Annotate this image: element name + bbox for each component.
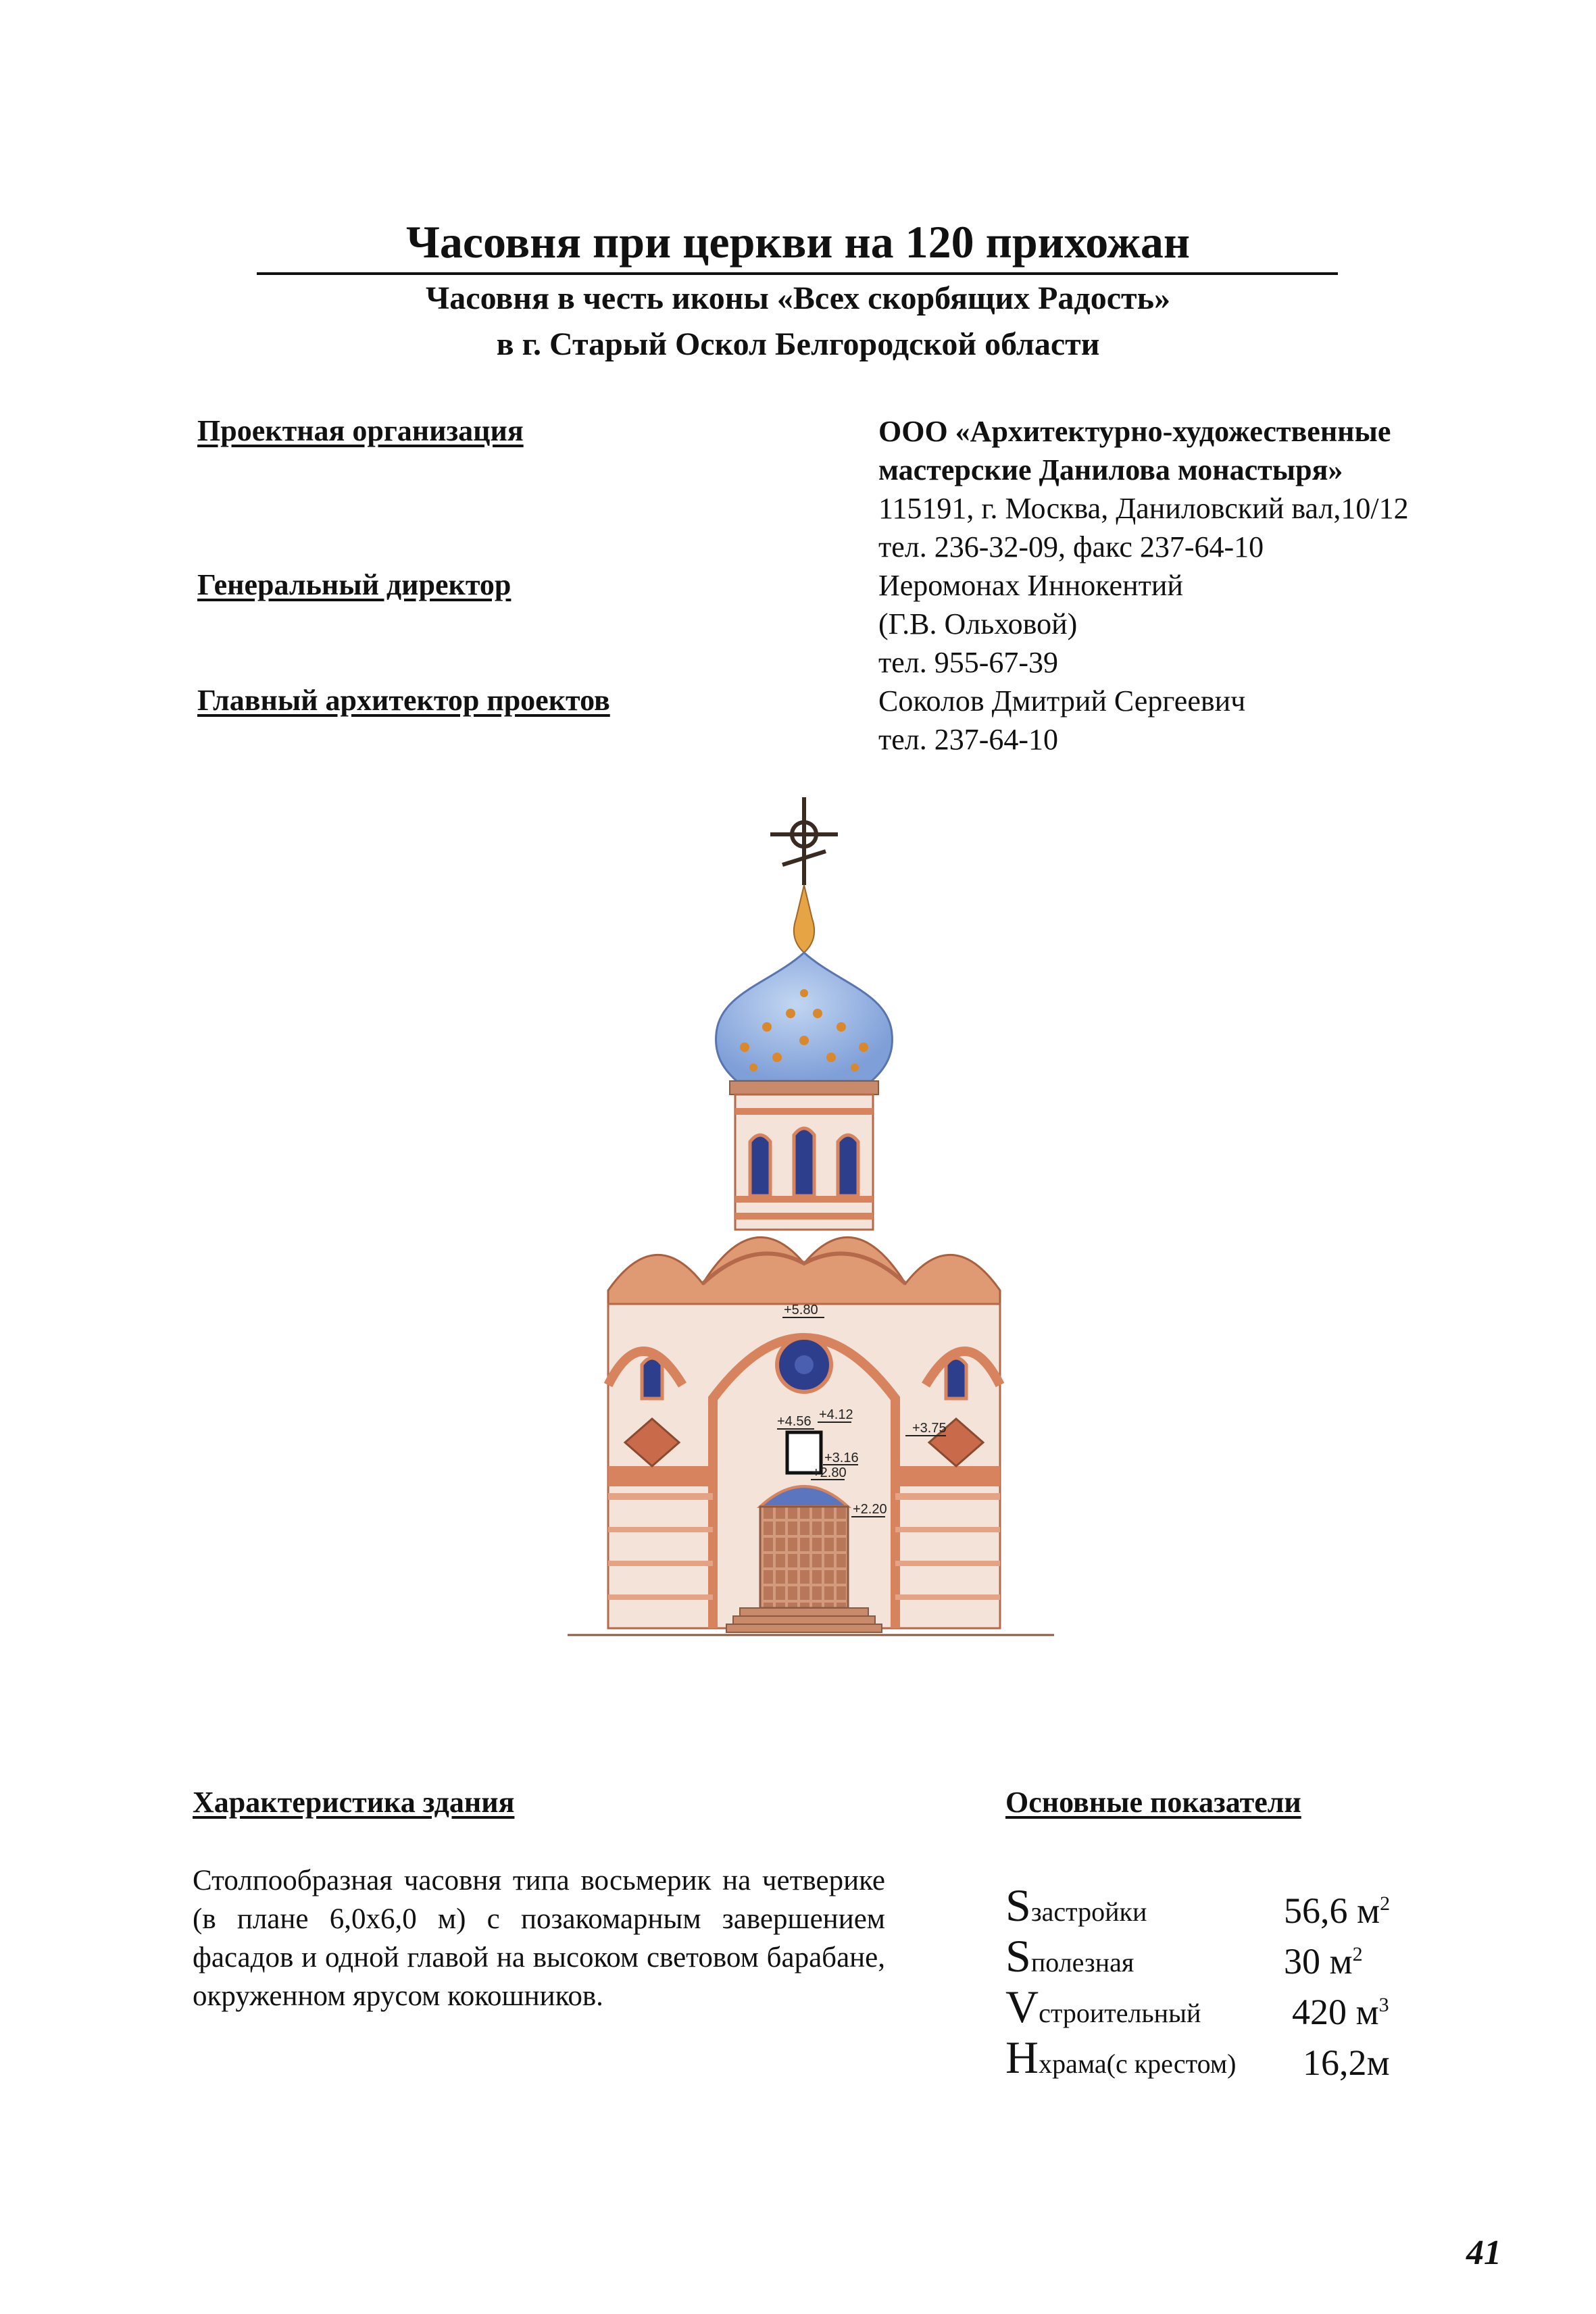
architect-phone: тел. 237-64-10 xyxy=(878,723,1059,756)
page-number: 41 xyxy=(1466,2234,1501,2272)
director-phone: тел. 955-67-39 xyxy=(878,646,1059,679)
elev-mark-316: +3.16 xyxy=(824,1451,859,1465)
indicator-sub: застройки xyxy=(1030,1896,1147,1927)
kokoshnik-roof xyxy=(608,1237,1000,1304)
page-title: Часовня при церкви на 120 прихожан xyxy=(405,216,1191,268)
org-name-line-1: ООО «Архитектурно-художественные xyxy=(878,415,1391,448)
elev-mark-412: +4.12 xyxy=(819,1407,853,1422)
indicator-sub: храма(с крестом) xyxy=(1039,2048,1237,2079)
chapel-facade-drawing xyxy=(568,790,1054,1709)
dome-neck xyxy=(730,1081,878,1095)
indicator-sub: полезная xyxy=(1030,1947,1134,1978)
label-general-director: Генеральный директор xyxy=(197,568,512,601)
subtitle-line-1: Часовня в честь иконы «Всех скорбящих Радость» xyxy=(426,280,1170,316)
indicator-unit-power: 3 xyxy=(1378,1994,1389,2016)
org-phone: тел. 236-32-09, факс 237-64-10 xyxy=(878,530,1264,563)
org-address: 115191, г. Москва, Даниловский вал,10/12 xyxy=(878,492,1409,525)
indicator-letter: S xyxy=(1005,1930,1031,1982)
indicator-height-name xyxy=(1005,2030,1237,2091)
indicator-value: 56,6 м xyxy=(1284,1890,1380,1931)
indicator-value: 420 м xyxy=(1292,1992,1379,2032)
architect-name: Соколов Дмитрий Сергеевич xyxy=(878,684,1246,718)
label-design-organization: Проектная организация xyxy=(197,414,524,447)
entrance-door xyxy=(760,1486,848,1608)
onion-dome xyxy=(716,953,893,1081)
characteristics-heading: Характеристика здания xyxy=(193,1786,515,1819)
entrance-steps xyxy=(726,1608,882,1632)
light-drum xyxy=(735,1095,873,1230)
indicator-letter: V xyxy=(1005,1981,1039,2032)
indicator-letter: S xyxy=(1005,1880,1031,1931)
indicator-letter: H xyxy=(1005,2032,1039,2083)
indicator-height-value xyxy=(1303,2029,1390,2090)
indicator-unit-power: 2 xyxy=(1380,1892,1391,1915)
indicator-sub: строительный xyxy=(1039,1998,1201,2028)
org-name-line-2: мастерские Данилова монастыря» xyxy=(878,453,1343,486)
elev-mark-220: +2.20 xyxy=(853,1502,887,1517)
dome-spire xyxy=(794,885,814,953)
elev-mark-580: +5.80 xyxy=(784,1303,818,1317)
rose-window xyxy=(777,1338,831,1392)
director-name: Иеромонах Иннокентий xyxy=(878,569,1183,602)
title-underline xyxy=(257,272,1338,275)
subtitle-line-2: в г. Старый Оскол Белгородской области xyxy=(496,326,1100,362)
indicators-heading: Основные показатели xyxy=(1005,1786,1301,1819)
label-chief-architect: Главный архитектор проектов xyxy=(197,684,610,717)
indicator-unit-power: 2 xyxy=(1352,1943,1363,1965)
indicator-value: 16,2м xyxy=(1303,2042,1390,2083)
elev-mark-375: +3.75 xyxy=(912,1421,947,1436)
cross-icon xyxy=(770,797,838,885)
elev-mark-456: +4.56 xyxy=(777,1414,812,1429)
director-secular-name: (Г.В. Ольховой) xyxy=(878,607,1078,640)
indicator-value: 30 м xyxy=(1284,1941,1353,1982)
characteristics-text: Столпообразная часовня типа восьмерик на четверике (в плане 6,0х6,0 м) с позакомарным завершением фасадов и одной главой на высоком световом барабане, окруженном ярусом кокошников. xyxy=(193,1865,885,2012)
elev-mark-280: +2.80 xyxy=(812,1465,847,1480)
